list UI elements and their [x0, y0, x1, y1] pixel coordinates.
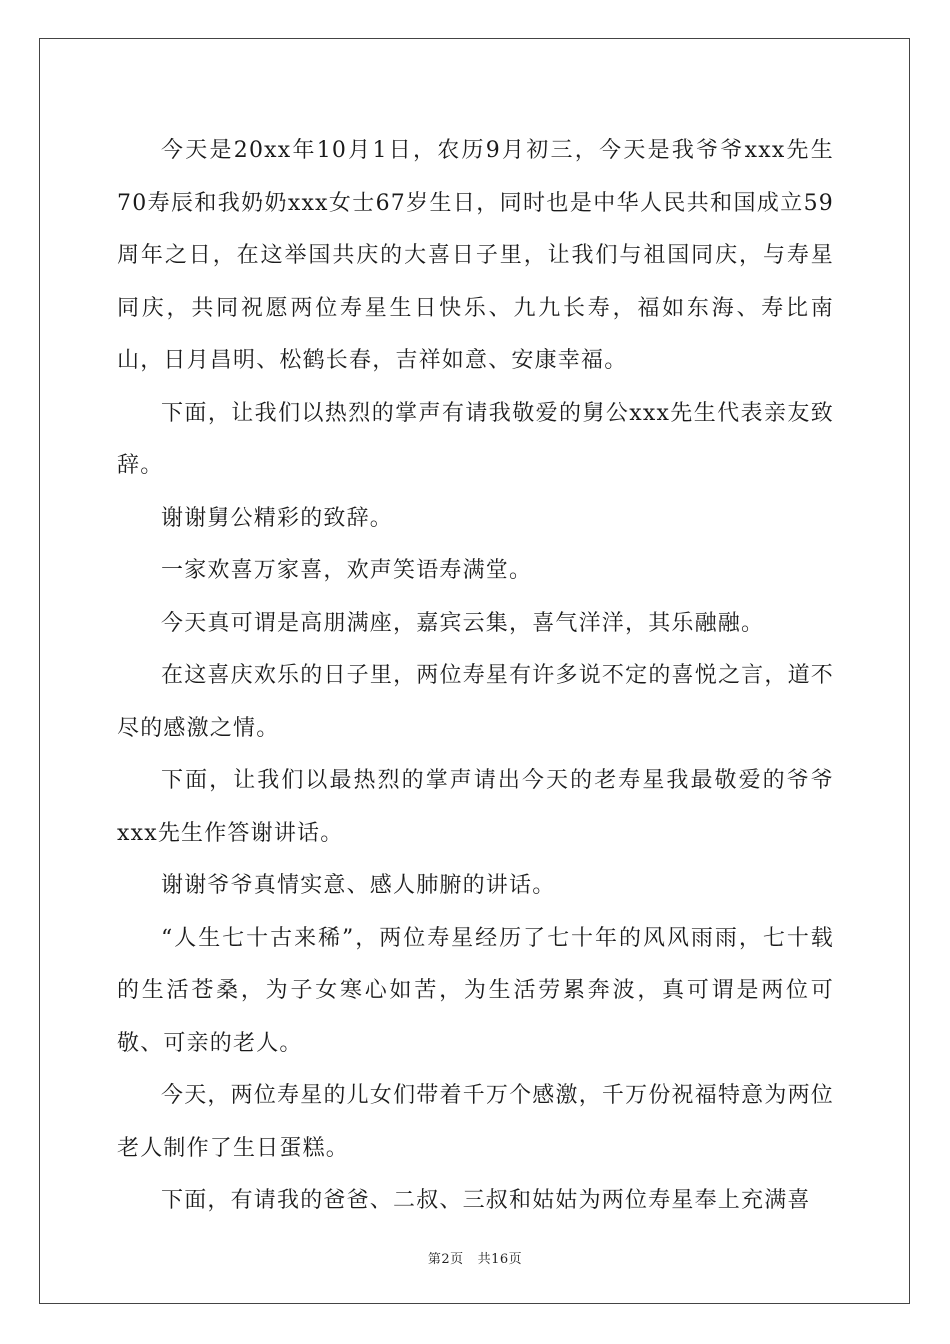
- page-footer: [0, 1248, 950, 1267]
- paragraph-10: 今天，两位寿星的儿女们带着千万个感激，千万份祝福特意为两位老人制作了生日蛋糕。: [117, 1083, 834, 1161]
- paragraph-3: 谢谢舅公精彩的致辞。: [161, 505, 394, 531]
- paragraph-2: 下面，让我们以热烈的掌声有请我敬爱的舅公xxx先生代表亲友致辞。: [117, 400, 834, 478]
- paragraph-6: 在这喜庆欢乐的日子里，两位寿星有许多说不定的喜悦之言，道不尽的感激之情。: [117, 663, 834, 741]
- paragraph-4: 一家欢喜万家喜，欢声笑语寿满堂。: [161, 558, 533, 583]
- paragraph-9: “人生七十古来稀”，两位寿星经历了七十年的风风雨雨，七十载的生活苍桑，为子女寒心如苦，为生活劳累奔波，真可谓是两位可敬、可亲的老人。: [117, 925, 834, 1056]
- page-total: 共16页: [477, 1252, 523, 1267]
- paragraph-1: 今天是20xx年10月1日，农历9月初三，今天是我爷爷xxx先生70寿辰和我奶奶xxx女士67岁生日，同时也是中华人民共和国成立59周年之日，在这举国共庆的大喜日子里，让我们与祖国同庆，与寿星同庆，共同祝愿两位寿星生日快乐、九九长寿，福如东海、寿比南山，日月昌明、松鹤长春，吉祥如意、安康幸福。: [117, 138, 834, 373]
- paragraph-5: 今天真可谓是高朋满座，嘉宾云集，喜气洋洋，其乐融融。: [161, 610, 765, 636]
- page-number: 第2页: [427, 1252, 464, 1267]
- paragraph-8: 谢谢爷爷真情实意、感人肺腑的讲话。: [161, 873, 556, 898]
- paragraph-7: 下面，让我们以最热烈的掌声请出今天的老寿星我最敬爱的爷爷xxx先生作答谢讲话。: [117, 768, 834, 846]
- paragraph-11: 下面，有请我的爸爸、二叔、三叔和姑姑为两位寿星奉上充满喜: [161, 1188, 811, 1213]
- document-body: [117, 125, 834, 1228]
